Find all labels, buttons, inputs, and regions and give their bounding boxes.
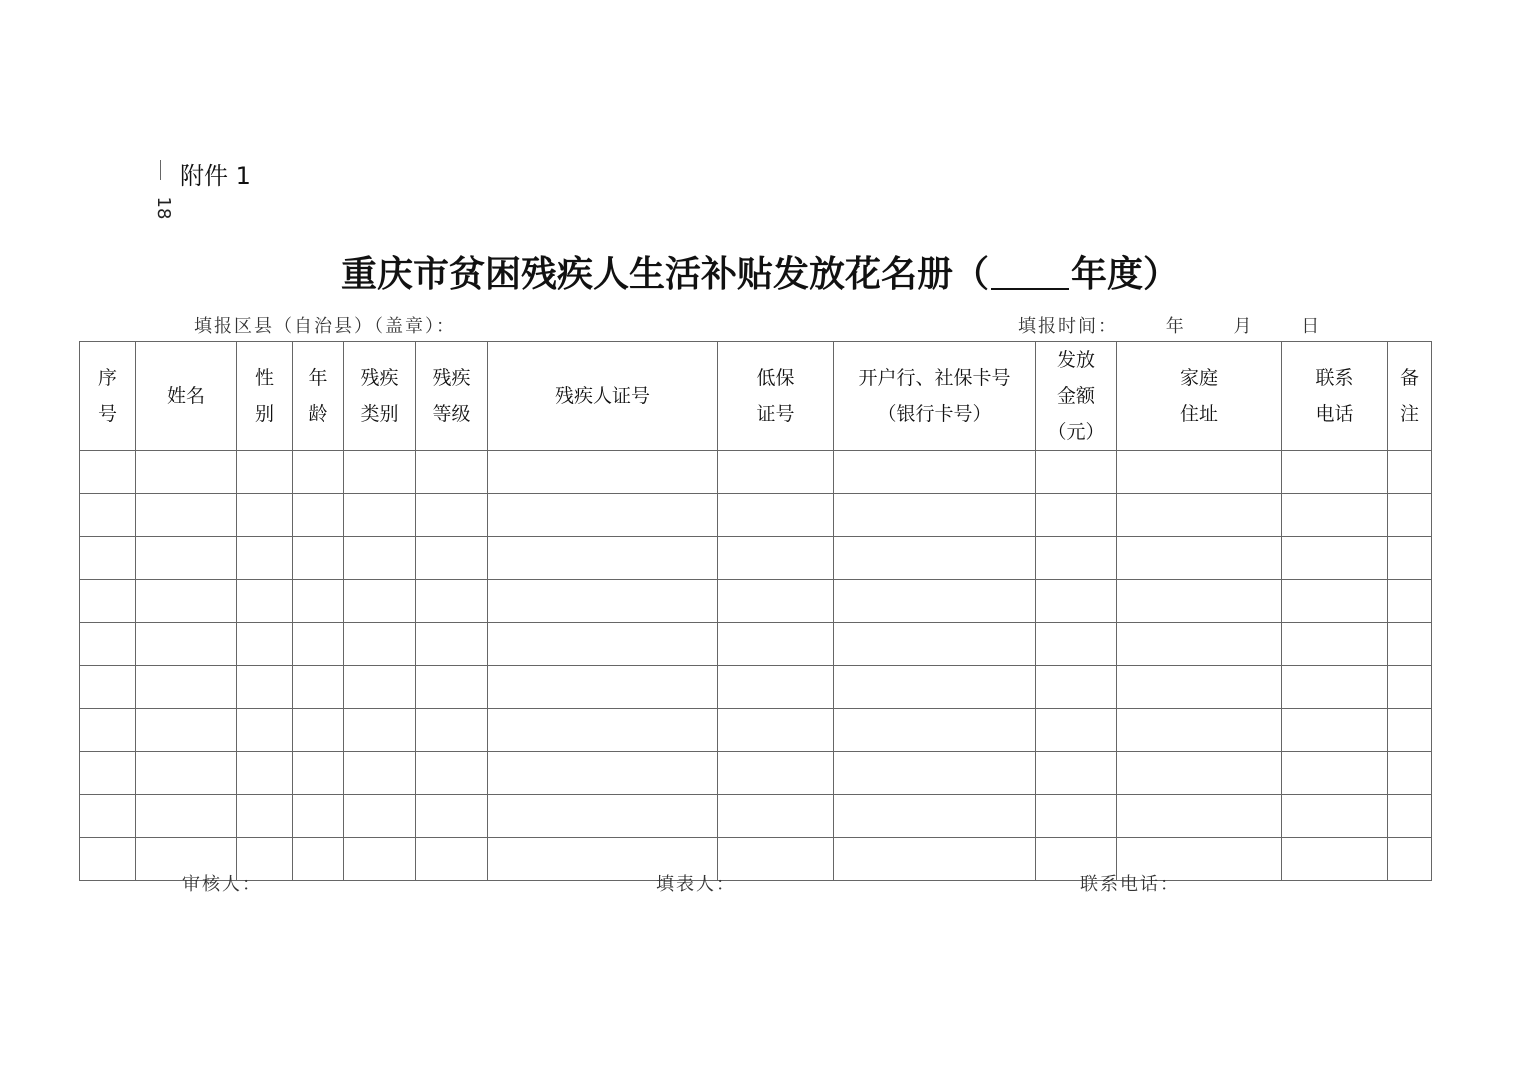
table-cell[interactable] — [1117, 580, 1282, 623]
column-header-line: 家庭 — [1179, 367, 1218, 389]
table-cell[interactable] — [293, 838, 344, 881]
column-header-line: 类别 — [360, 403, 399, 425]
table-cell[interactable] — [1282, 451, 1388, 494]
fill-day: 日 — [1301, 316, 1322, 337]
table-cell[interactable] — [136, 494, 237, 537]
table-cell[interactable] — [834, 580, 1036, 623]
table-cell[interactable] — [834, 537, 1036, 580]
table-cell[interactable] — [1117, 623, 1282, 666]
table-cell[interactable] — [80, 580, 136, 623]
table-cell[interactable] — [237, 752, 293, 795]
table-cell[interactable] — [834, 752, 1036, 795]
column-header-line: 序 — [97, 367, 117, 389]
table-cell[interactable] — [237, 580, 293, 623]
table-cell[interactable] — [1036, 537, 1117, 580]
table-cell[interactable] — [1282, 795, 1388, 838]
table-body — [80, 451, 1432, 881]
attachment-label: 附件 1 — [180, 162, 251, 190]
table-row — [80, 709, 1432, 752]
table-cell[interactable] — [1282, 537, 1388, 580]
table-cell[interactable] — [80, 623, 136, 666]
table-cell[interactable] — [136, 795, 237, 838]
table-cell[interactable] — [834, 838, 1036, 881]
table-cell[interactable] — [1036, 623, 1117, 666]
table-cell[interactable] — [488, 451, 718, 494]
table-cell[interactable] — [416, 752, 488, 795]
table-cell[interactable] — [237, 623, 293, 666]
table-cell[interactable] — [1282, 623, 1388, 666]
table-cell[interactable] — [1117, 537, 1282, 580]
table-header-row — [80, 342, 1432, 451]
table-cell[interactable] — [293, 666, 344, 709]
column-header-line: 残疾人证号 — [554, 385, 650, 407]
document-title — [0, 246, 1520, 297]
table-cell[interactable] — [344, 580, 416, 623]
table-cell[interactable] — [718, 623, 834, 666]
table-cell[interactable] — [136, 451, 237, 494]
table-cell[interactable] — [136, 666, 237, 709]
fill-time-label: 填报时间： — [1018, 316, 1118, 337]
table-cell[interactable] — [718, 580, 834, 623]
table-cell[interactable] — [293, 623, 344, 666]
table-cell[interactable] — [344, 537, 416, 580]
table-cell[interactable] — [293, 709, 344, 752]
table-cell[interactable] — [1117, 451, 1282, 494]
column-header-line: 姓名 — [166, 385, 205, 407]
table-cell[interactable] — [1388, 838, 1432, 881]
table-cell[interactable] — [416, 537, 488, 580]
column-header-line: 等级 — [432, 403, 471, 425]
table-cell[interactable] — [80, 838, 136, 881]
table-cell[interactable] — [1117, 709, 1282, 752]
table-cell[interactable] — [416, 494, 488, 537]
register-table — [79, 341, 1432, 881]
column-header — [1388, 342, 1432, 451]
table-cell[interactable] — [1036, 580, 1117, 623]
table-cell[interactable] — [237, 451, 293, 494]
table-cell[interactable] — [293, 451, 344, 494]
table-cell[interactable] — [293, 580, 344, 623]
table-cell[interactable] — [1036, 494, 1117, 537]
table-cell[interactable] — [344, 451, 416, 494]
table-cell[interactable] — [344, 752, 416, 795]
table-cell[interactable] — [718, 752, 834, 795]
table-cell[interactable] — [136, 752, 237, 795]
table-cell[interactable] — [293, 752, 344, 795]
title-prefix: 重庆市贫困残疾人生活补贴发放花名册（ — [340, 253, 989, 295]
table-cell[interactable] — [1117, 752, 1282, 795]
table-cell[interactable] — [1388, 580, 1432, 623]
table-cell[interactable] — [80, 451, 136, 494]
table-cell[interactable] — [416, 709, 488, 752]
table-cell[interactable] — [80, 494, 136, 537]
table-cell[interactable] — [718, 537, 834, 580]
table-cell[interactable] — [718, 795, 834, 838]
column-header-line: 备 — [1399, 367, 1419, 389]
table-cell[interactable] — [80, 752, 136, 795]
column-header — [237, 342, 293, 451]
table-cell[interactable] — [1282, 494, 1388, 537]
table-cell[interactable] — [344, 838, 416, 881]
column-header-line: 年 — [308, 367, 328, 389]
table-cell[interactable] — [488, 494, 718, 537]
table-cell[interactable] — [1388, 709, 1432, 752]
table-cell[interactable] — [488, 666, 718, 709]
table-cell[interactable] — [1388, 666, 1432, 709]
table-cell[interactable] — [834, 795, 1036, 838]
year-blank — [991, 252, 1069, 290]
table-cell[interactable] — [80, 709, 136, 752]
table-cell[interactable] — [344, 494, 416, 537]
table-cell[interactable] — [1036, 752, 1117, 795]
table-cell[interactable] — [237, 795, 293, 838]
table-cell[interactable] — [834, 709, 1036, 752]
table-cell[interactable] — [1036, 666, 1117, 709]
table-cell[interactable] — [1282, 580, 1388, 623]
table-cell[interactable] — [718, 494, 834, 537]
column-header-line: 性 — [254, 367, 274, 389]
column-header-line: 别 — [254, 403, 274, 425]
column-header-line: 联系 — [1315, 367, 1354, 389]
column-header-line: （元） — [1047, 421, 1105, 443]
table-cell[interactable] — [416, 451, 488, 494]
table-cell[interactable] — [1117, 494, 1282, 537]
table-cell[interactable] — [344, 709, 416, 752]
table-row — [80, 838, 1432, 881]
fill-month: 月 — [1233, 316, 1254, 337]
page-number: 18 — [153, 196, 174, 220]
table-cell[interactable] — [344, 795, 416, 838]
table-cell[interactable] — [1388, 752, 1432, 795]
column-header-line: 发放 — [1056, 349, 1095, 371]
table-row — [80, 752, 1432, 795]
column-header-line: （银行卡号） — [877, 403, 992, 425]
column-header-line: 住址 — [1179, 403, 1218, 425]
table-cell[interactable] — [1282, 709, 1388, 752]
table-row — [80, 451, 1432, 494]
contact-phone-label: 联系电话： — [1080, 874, 1180, 895]
table-cell[interactable] — [1388, 451, 1432, 494]
column-header-line: 号 — [97, 403, 117, 425]
column-header-line: 残疾 — [432, 367, 471, 389]
table-cell[interactable] — [293, 795, 344, 838]
table-cell[interactable] — [718, 709, 834, 752]
table-cell[interactable] — [1282, 838, 1388, 881]
column-header-line: 低保 — [756, 367, 795, 389]
filler-label: 填表人： — [656, 874, 736, 895]
table-cell[interactable] — [416, 838, 488, 881]
table-cell[interactable] — [344, 623, 416, 666]
table-cell[interactable] — [293, 537, 344, 580]
column-header — [1036, 342, 1117, 451]
table-cell[interactable] — [1036, 451, 1117, 494]
table-cell[interactable] — [1036, 709, 1117, 752]
table-row — [80, 494, 1432, 537]
table-cell[interactable] — [834, 623, 1036, 666]
column-header-line: 证号 — [756, 403, 795, 425]
table-cell[interactable] — [488, 752, 718, 795]
table-cell[interactable] — [416, 666, 488, 709]
table-cell[interactable] — [1388, 537, 1432, 580]
column-header — [834, 342, 1036, 451]
table-cell[interactable] — [488, 795, 718, 838]
table-cell[interactable] — [416, 580, 488, 623]
table-cell[interactable] — [488, 537, 718, 580]
table-cell[interactable] — [416, 795, 488, 838]
column-header — [344, 342, 416, 451]
table-cell[interactable] — [80, 537, 136, 580]
column-header-line: 注 — [1399, 403, 1419, 425]
table-row — [80, 580, 1432, 623]
column-header — [1282, 342, 1388, 451]
column-header-line: 残疾 — [360, 367, 399, 389]
table-cell[interactable] — [1388, 494, 1432, 537]
table-cell[interactable] — [237, 537, 293, 580]
column-header — [293, 342, 344, 451]
table-cell[interactable] — [80, 666, 136, 709]
table-row — [80, 795, 1432, 838]
table-cell[interactable] — [237, 666, 293, 709]
column-header-line: 开户行、社保卡号 — [858, 367, 1011, 389]
table-cell[interactable] — [1388, 795, 1432, 838]
table-row — [80, 537, 1432, 580]
fill-year: 年 — [1165, 316, 1186, 337]
table-cell[interactable] — [237, 709, 293, 752]
table-row — [80, 623, 1432, 666]
column-header — [136, 342, 237, 451]
table-cell[interactable] — [136, 623, 237, 666]
table-cell[interactable] — [834, 494, 1036, 537]
column-header-line: 电话 — [1315, 403, 1354, 425]
page-number-dash — [160, 160, 161, 180]
table-cell[interactable] — [136, 580, 237, 623]
column-header — [80, 342, 136, 451]
table-cell[interactable] — [1036, 795, 1117, 838]
district-label: 填报区县（自治县）（盖章）： — [194, 316, 456, 337]
table-cell[interactable] — [136, 537, 237, 580]
table-cell[interactable] — [293, 494, 344, 537]
table-row — [80, 666, 1432, 709]
column-header — [1117, 342, 1282, 451]
table-cell[interactable] — [834, 451, 1036, 494]
reviewer-label: 审核人： — [182, 874, 262, 895]
column-header — [416, 342, 488, 451]
table-cell[interactable] — [1117, 666, 1282, 709]
table-cell[interactable] — [488, 580, 718, 623]
fill-time — [1018, 312, 1321, 338]
table-cell[interactable] — [1282, 666, 1388, 709]
table-cell[interactable] — [80, 795, 136, 838]
table-cell[interactable] — [718, 451, 834, 494]
table-cell[interactable] — [488, 709, 718, 752]
table-cell[interactable] — [834, 666, 1036, 709]
table-cell[interactable] — [416, 623, 488, 666]
table-cell[interactable] — [344, 666, 416, 709]
table-cell[interactable] — [1282, 752, 1388, 795]
table-cell[interactable] — [237, 494, 293, 537]
column-header-line: 金额 — [1056, 385, 1095, 407]
table-cell[interactable] — [1117, 795, 1282, 838]
column-header — [718, 342, 834, 451]
title-suffix: 年度） — [1071, 253, 1180, 295]
table-cell[interactable] — [136, 709, 237, 752]
column-header-line: 龄 — [308, 403, 328, 425]
column-header — [488, 342, 718, 451]
table-cell[interactable] — [488, 623, 718, 666]
table-cell[interactable] — [718, 666, 834, 709]
table-cell[interactable] — [1388, 623, 1432, 666]
